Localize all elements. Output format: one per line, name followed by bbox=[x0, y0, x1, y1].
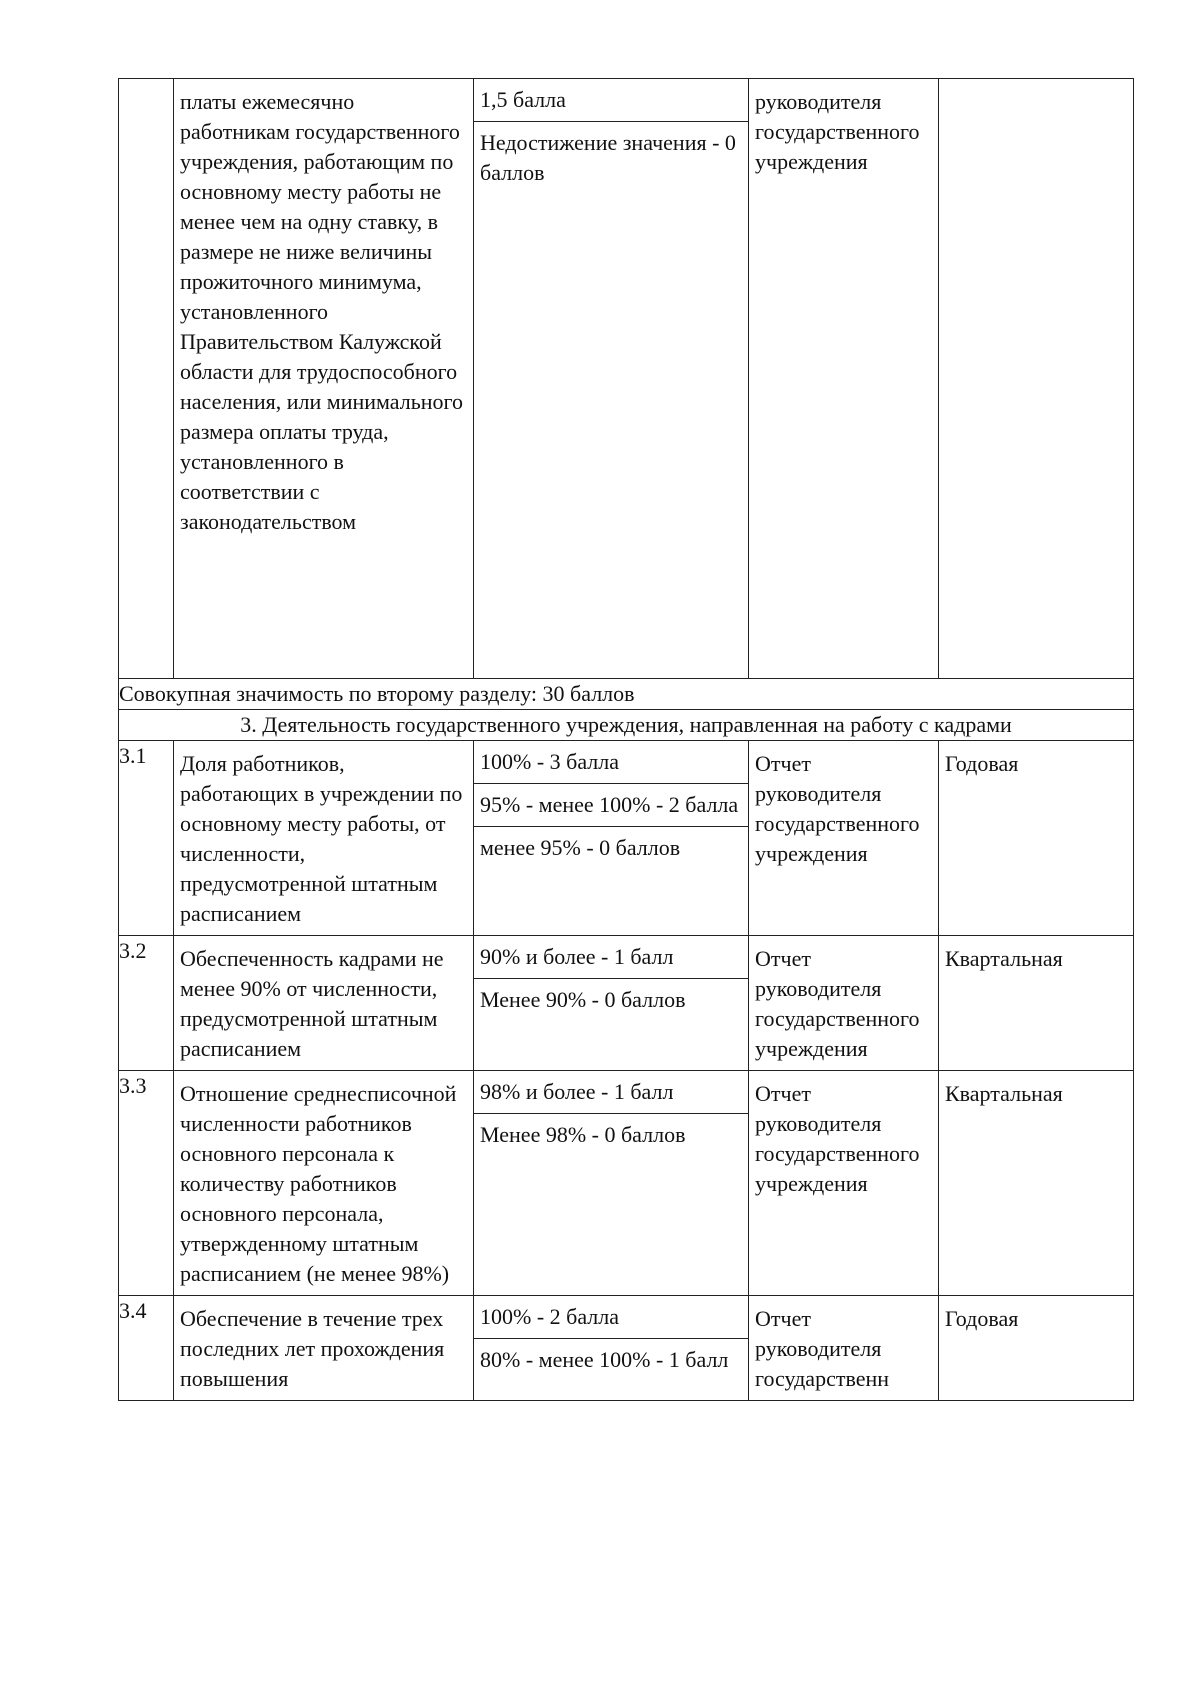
source-text: Отчет руководителя государственного учреждения bbox=[755, 946, 920, 1061]
indicator-cell bbox=[174, 1071, 474, 1296]
source-cell bbox=[749, 79, 939, 679]
source-cell bbox=[749, 1296, 939, 1401]
assessment-table bbox=[118, 78, 1134, 1401]
row-number: 3.2 bbox=[119, 936, 174, 1071]
indicator-text: Обеспечение в течение трех последних лет прохождения повышения bbox=[180, 1306, 445, 1391]
criteria-option: 90% и более - 1 балл bbox=[474, 936, 748, 979]
section-total-row bbox=[119, 679, 1134, 710]
criteria-option: Недостижение значения - 0 баллов bbox=[480, 130, 736, 185]
frequency-cell bbox=[939, 1071, 1134, 1296]
criteria-cell bbox=[474, 741, 749, 936]
criteria-cell bbox=[474, 1296, 749, 1401]
frequency-text: Годовая bbox=[945, 1306, 1019, 1331]
table-row bbox=[119, 79, 1134, 679]
source-text: Отчет руководителя государственн bbox=[755, 1306, 890, 1391]
frequency-text: Годовая bbox=[945, 751, 1019, 776]
criteria-option: Менее 90% - 0 баллов bbox=[480, 987, 686, 1012]
row-number: 3.1 bbox=[119, 741, 174, 936]
criteria-option: 95% - менее 100% - 2 балла bbox=[474, 784, 748, 827]
criteria-option: Менее 98% - 0 баллов bbox=[480, 1122, 686, 1147]
criteria-option: 100% - 3 балла bbox=[474, 741, 748, 784]
row-number: 3.4 bbox=[119, 1296, 174, 1401]
criteria-cell bbox=[474, 79, 749, 679]
indicator-text: Доля работников, работающих в учреждении по основному месту работы, от численности, предусмотренной штатным расписанием bbox=[180, 751, 463, 926]
frequency-text: Квартальная bbox=[945, 946, 1063, 971]
table-row bbox=[119, 741, 1134, 936]
criteria-option: менее 95% - 0 баллов bbox=[480, 835, 681, 860]
indicator-cell bbox=[174, 79, 474, 679]
criteria-option: 98% и более - 1 балл bbox=[474, 1071, 748, 1114]
table-row bbox=[119, 1296, 1134, 1401]
frequency-text: Квартальная bbox=[945, 1081, 1063, 1106]
source-cell bbox=[749, 741, 939, 936]
criteria-cell bbox=[474, 936, 749, 1071]
source-cell bbox=[749, 936, 939, 1071]
indicator-cell bbox=[174, 741, 474, 936]
frequency-cell bbox=[939, 79, 1134, 679]
frequency-cell bbox=[939, 741, 1134, 936]
source-text: Отчет руководителя государственного учреждения bbox=[755, 751, 920, 866]
criteria-option: 100% - 2 балла bbox=[474, 1296, 748, 1339]
indicator-text: Отношение среднесписочной численности работников основного персонала к количеству работников основного персонала, утвержденному штатным расписанием (не менее 98%) bbox=[180, 1081, 457, 1286]
source-text: руководителя государственного учреждения bbox=[755, 89, 920, 174]
indicator-cell bbox=[174, 1296, 474, 1401]
table-row bbox=[119, 936, 1134, 1071]
criteria-cell bbox=[474, 1071, 749, 1296]
criteria-option: 1,5 балла bbox=[474, 79, 748, 122]
criteria-option: 80% - менее 100% - 1 балл bbox=[480, 1347, 729, 1372]
row-number: 3.3 bbox=[119, 1071, 174, 1296]
section3-title: 3. Деятельность государственного учреждения, направленная на работу с кадрами bbox=[119, 710, 1134, 741]
indicator-cell bbox=[174, 936, 474, 1071]
frequency-cell bbox=[939, 936, 1134, 1071]
table-row bbox=[119, 1071, 1134, 1296]
indicator-text: Обеспеченность кадрами не менее 90% от численности, предусмотренной штатным расписанием bbox=[180, 946, 444, 1061]
indicator-text: платы ежемесячно работникам государственного учреждения, работающим по основному месту работы не менее чем на одну ставку, в размере не ниже величины прожиточного минимума, установленного Правительством Калужской области для трудоспособного населения, или минимального размера оплаты труда, установленного в соответствии с законодательством bbox=[180, 89, 464, 534]
section-heading-row bbox=[119, 710, 1134, 741]
section2-total: Совокупная значимость по второму разделу: 30 баллов bbox=[119, 679, 1134, 710]
frequency-text bbox=[939, 79, 1133, 93]
row-number bbox=[119, 79, 174, 679]
frequency-cell bbox=[939, 1296, 1134, 1401]
source-cell bbox=[749, 1071, 939, 1296]
source-text: Отчет руководителя государственного учреждения bbox=[755, 1081, 920, 1196]
